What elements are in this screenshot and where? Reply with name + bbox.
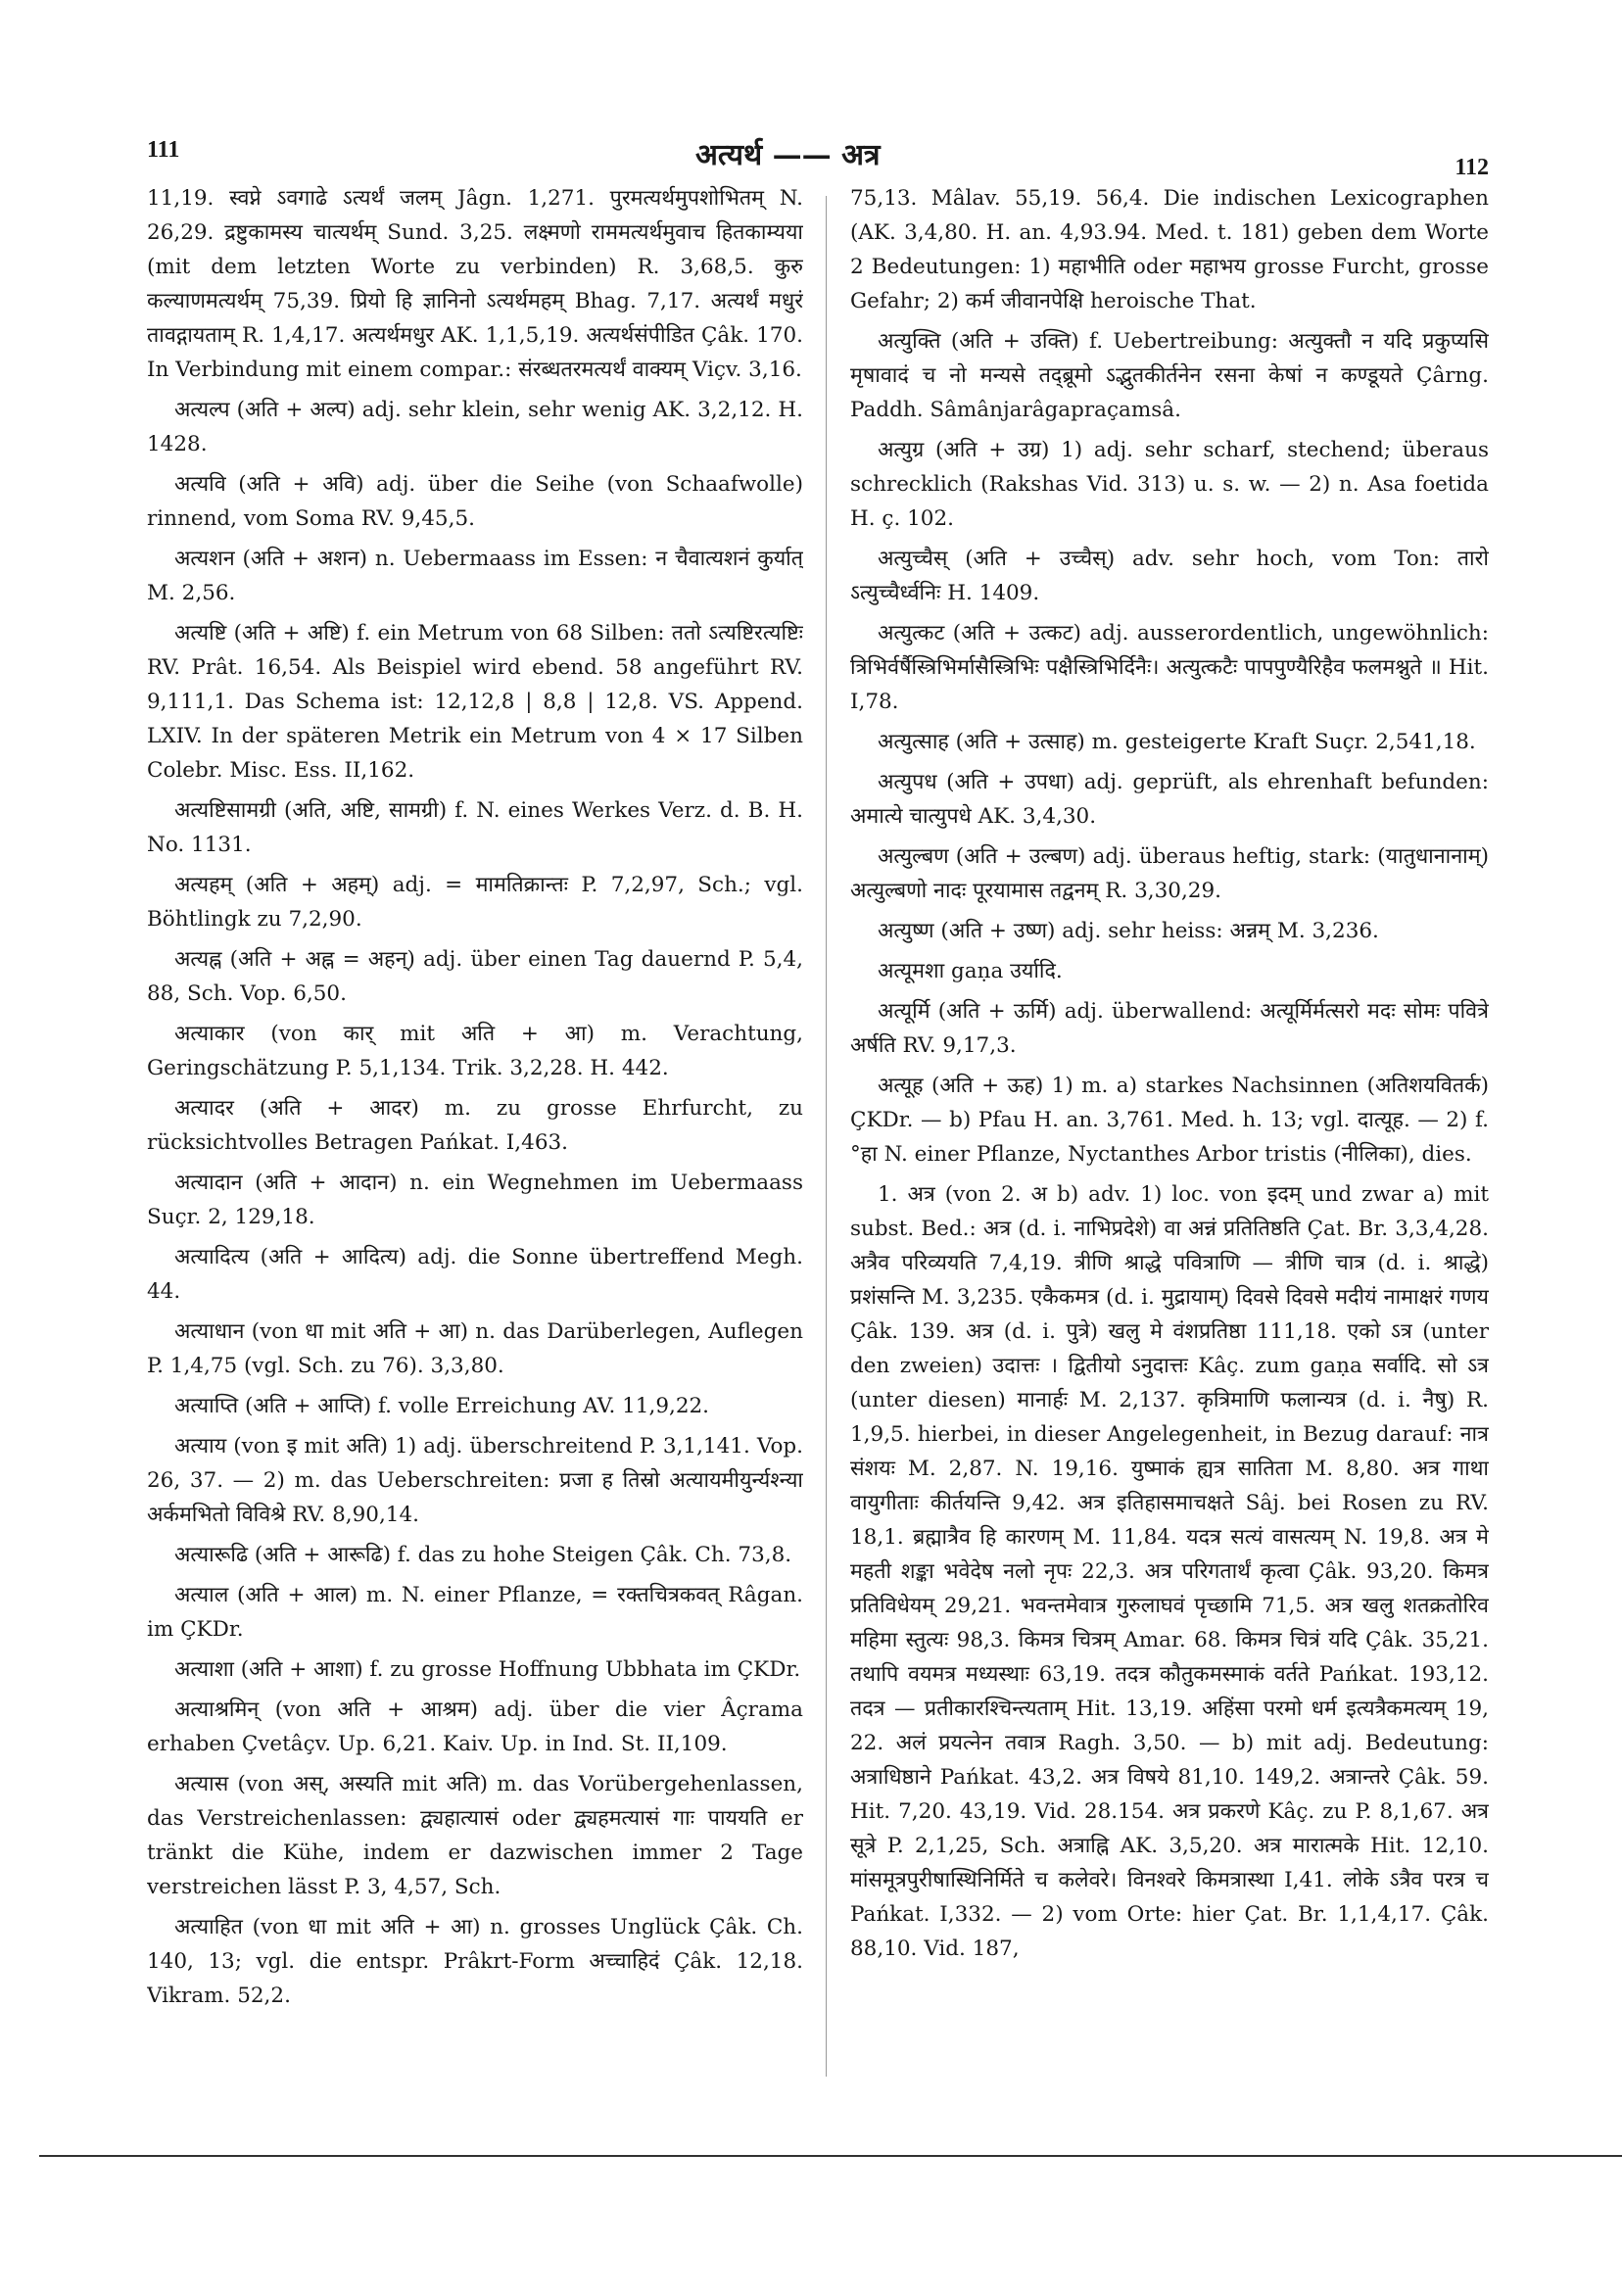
dictionary-entry: अत्यादान (अति + आदान) n. ein Wegnehmen im Uebermaass Suçr. 2, 129,18. [147,1171,803,1229]
dictionary-entry: अत्युष्ण (अति + उष्ण) adj. sehr heiss: अन्नम् M. 3,236. [878,919,1379,943]
dictionary-entry: अत्युपध (अति + उपधा) adj. geprüft, als ehrenhaft befunden: अमात्ये चात्युपधे AK. 3,4,30. [850,770,1489,829]
dictionary-entry: अत्याप्ति (अति + आप्ति) f. volle Erreichung AV. 11,9,22. [174,1394,710,1418]
dictionary-entry: अत्युल्बण (अति + उल्बण) adj. überaus heftig, stark: (यातुधानानाम्) अत्युल्बणो नादः पूरयामास तद्वनम् R. 3,30,29. [850,844,1489,903]
column-divider [826,196,827,2077]
dictionary-entry: अत्यष्टि (अति + अष्टि) f. ein Metrum von 68 Silben: ततो ऽत्यष्टिरत्यष्टिः RV. Prât. 16,54. Als Beispiel wird ebend. 58 angeführt RV. 9,111,1. Das Schema ist: 12,12,8 | 8,8 | 12,8. VS. Append. LXIV. In der späteren Metrik ein Metrum von 4 × 17 Silben Colebr. Misc. Ess. II,162. [147,621,803,783]
dictionary-entry: अत्याहित (von धा mit अति + आ) n. grosses Unglück Çâk. Ch. 140, 13; vgl. die entspr. Prâkrt-Form अच्चाहिदं Çâk. 12,18. Vikram. 52,2. [147,1915,803,2008]
dictionary-entry: अत्युत्साह (अति + उत्साह) m. gesteigerte Kraft Suçr. 2,541,18. [878,730,1476,754]
dictionary-entry: अत्याकार (von कार् mit अति + आ) m. Verachtung, Geringschätzung P. 5,1,134. Trik. 3,2,28. H. 442. [147,1022,803,1080]
dictionary-entry: अत्युक्ति (अति + उक्ति) f. Uebertreibung: अत्युक्तौ न यदि प्रकुप्यसि मृषावादं च नो मन्यसे तद्ब्रूमो ऽद्भुतकीर्तनेन रसना केषां न कण्डूयते Çârng. Paddh. Sâmânjarâgapraçamsâ. [850,329,1489,422]
dictionary-entry: अत्याधान (von धा mit अति + आ) n. das Darüberlegen, Auflegen P. 1,4,75 (vgl. Sch. zu 76). 3,3,80. [147,1319,803,1378]
right-column [850,181,1489,2101]
dictionary-entry: अत्यूर्मि (अति + ऊर्मि) adj. überwallend: अत्यूर्मिर्मत्सरो मदः सोमः पवित्रे अर्षति RV. 9,17,3. [850,999,1489,1058]
running-head: अत्यर्थ —— अत्र [695,138,881,172]
dictionary-entry: अत्यष्टिसामग्री (अति, अष्टि, सामग्री) f. N. eines Werkes Verz. d. B. H. No. 1131. [147,798,803,857]
dictionary-entry: अत्याय (von इ mit अति) 1) adj. überschreitend P. 3,1,141. Vop. 26, 37. — 2) m. das Ueberschreiten: प्रजा ह तिस्रो अत्यायमीयुर्न्यश्न्या अर्कमभितो विविश्रे RV. 8,90,14. [147,1434,803,1527]
dictionary-entry: अत्यशन (अति + अशन) n. Uebermaass im Essen: न चैवात्यशनं कुर्यात् M. 2,56. [147,547,803,605]
page-number-right: 112 [1455,155,1489,180]
dictionary-entry: 75,13. Mâlav. 55,19. 56,4. Die indischen Lexicographen (AK. 3,4,80. H. an. 4,93.94. Med. t. 181) geben dem Worte 2 Bedeutungen: 1) महाभीति oder महाभय grosse Furcht, grosse Gefahr; 2) कर्म जीवानपेक्षि heroische That. [850,186,1489,313]
dictionary-entry: अत्याशा (अति + आशा) f. zu grosse Hoffnung Ubbhata im ÇKDr. [174,1657,801,1682]
dictionary-entry: अत्यल्प (अति + अल्प) adj. sehr klein, sehr wenig AK. 3,2,12. H. 1428. [147,398,803,456]
dictionary-entry: अत्याल (अति + आल) m. N. einer Pflanze, = रक्तचित्रकवत् Râgan. im ÇKDr. [147,1583,803,1642]
dictionary-entry: अत्यूह (अति + ऊह) 1) m. a) starkes Nachsinnen (अतिशयवितर्क) ÇKDr. — b) Pfau H. an. 3,761. Med. h. 13; vgl. दात्यूह. — 2) f. °हा N. einer Pflanze, Nyctanthes Arbor tristis (नीलिका), dies. [850,1074,1489,1167]
dictionary-entry: अत्युच्चैस् (अति + उच्चैस्) adv. sehr hoch, vom Ton: तारो ऽत्युच्चैर्ध्वनिः H. 1409. [850,547,1489,605]
dictionary-entry: अत्यवि (अति + अवि) adj. über die Seihe (von Schaafwolle) rinnend, vom Soma RV. 9,45,5. [147,472,803,531]
dictionary-entry: अत्यारूढि (अति + आरूढि) f. das zu hohe Steigen Çâk. Ch. 73,8. [174,1543,792,1567]
dictionary-entry: अत्यास (von अस्, अस्यति mit अति) m. das Vorübergehenlassen, das Verstreichenlassen: द्व्यहात्यासं oder द्व्यहमत्यासं गाः पाययति er tränkt die Kühe, indem er dazwischen immer 2 Tage verstreichen lässt P. 3, 4,57, Sch. [147,1772,803,1899]
page-header [147,127,1489,180]
dictionary-entry: अत्युत्कट (अति + उत्कट) adj. ausserordentlich, ungewöhnlich: त्रिभिर्वर्षैस्त्रिभिर्मासैस्त्रिभिः पक्षैस्त्रिभिर्दिनैः। अत्युत्कटैः पापपुण्यैरिहैव फलमश्नुते ॥ Hit. I,78. [850,621,1489,714]
dictionary-entry: अत्यूमशा gaṇa उर्यादि. [878,959,1063,983]
dictionary-entry: अत्यहम् (अति + अहम्) adj. = मामतिक्रान्तः P. 7,2,97, Sch.; vgl. Böhtlingk zu 7,2,90. [147,873,803,932]
dictionary-entry: अत्युग्र (अति + उग्र) 1) adj. sehr scharf, stechend; überaus schrecklich (Rakshas Vid. 313) u. s. w. — 2) n. Asa foetida H. ç. 102. [850,438,1489,531]
left-column [147,181,803,2101]
dictionary-entry: 11,19. स्वप्ने ऽवगाढे ऽत्यर्थं जलम् Jâgn. 1,271. पुरमत्यर्थमुपशोभितम् N. 26,29. द्रष्टुकामस्य चात्यर्थम् Sund. 3,25. लक्ष्मणो राममत्यर्थमुवाच हितकाम्यया (mit dem letzten Worte zu verbinden) R. 3,68,5. कुरु कल्याणमत्यर्थम् 75,39. प्रियो हि ज्ञानिनो ऽत्यर्थमहम् Bhag. 7,17. अत्यर्थं मधुरं तावद्गायताम् R. 1,4,17. अत्यर्थमधुर AK. 1,1,5,19. अत्यर्थसंपीडित Çâk. 170. In Verbindung mit einem compar.: संरब्धतरमत्यर्थं वाक्यम् Viçv. 3,16. [147,186,803,382]
dictionary-entry: अत्यादित्य (अति + आदित्य) adj. die Sonne übertreffend Megh. 44. [147,1245,803,1304]
dictionary-entry: अत्यह्न (अति + अह्न = अहन्) adj. über einen Tag dauernd P. 5,4, 88, Sch. Vop. 6,50. [147,947,803,1006]
dictionary-entry: अत्याश्रमिन् (von अति + आश्रम) adj. über die vier Âçrama erhaben Çvetâçv. Up. 6,21. Kaiv. Up. in Ind. St. II,109. [147,1698,803,1756]
page-number-left: 111 [147,137,180,163]
dictionary-entry: अत्यादर (अति + आदर) m. zu grosse Ehrfurcht, zu rücksichtvolles Betragen Pańkat. I,463. [147,1096,803,1155]
dictionary-entry: 1. अत्र (von 2. अ b) adv. 1) loc. von इदम् und zwar a) mit subst. Bed.: अत्र (d. i. नाभिप्रदेशे) वा अन्नं प्रतितिष्ठति Çat. Br. 3,3,4,28. अत्रैव परिव्ययति 7,4,19. त्रीणि श्राद्धे पवित्राणि — त्रीणि चात्र (d. i. श्राद्धे) प्रशंसन्ति M. 3,235. एकैकमत्र (d. i. मुद्रायाम्) दिवसे दिवसे मदीयं नामाक्षरं गणय Çâk. 139. अत्र (d. i. पुत्रे) खलु मे वंशप्रतिष्ठा 111,18. एको ऽत्र (unter den zweien) उदात्तः । द्वितीयो ऽनुदात्तः Kâç. zum gaṇa सर्वादि. सो ऽत्र (unter diesen) मानार्हः M. 2,137. कृत्रिमाणि फलान्यत्र (d. i. नैषु) R. 1,9,5. hierbei, in dieser Angelegenheit, in Bezug darauf: नात्र संशयः M. 2,87. N. 19,16. युष्माकं ह्यत्र सातिता M. 8,80. अत्र गाथा वायुगीताः कीर्तयन्ति 9,42. अत्र इतिहासमाचक्षते Sâj. bei Rosen zu RV. 18,1. ब्रह्मात्रैव हि कारणम् M. 11,84. यदत्र सत्यं वासत्यम् N. 19,8. अत्र मे महती शङ्का भवेदेष नलो नृपः 22,3. अत्र परिगतार्थं कृत्वा Çâk. 93,20. किमत्र प्रतिविधेयम् 29,21. भवन्तमेवात्र गुरुलाघवं पृच्छामि 71,5. अत्र खलु शतक्रतोरिव महिमा स्तुत्यः 98,3. किमत्र चित्रम् Amar. 68. किमत्र चित्रं यदि Çâk. 35,21. तथापि वयमत्र मध्यस्थाः 63,19. तदत्र कौतुकमस्माकं वर्तते Pańkat. 193,12. तदत्र — प्रतीकारश्चिन्त्यताम् Hit. 13,19. अहिंसा परमो धर्म इत्यत्रैकमत्यम् 19, 22. अलं प्रयत्नेन तवात्र Ragh. 3,50. — b) mit adj. Bedeutung: अत्राधिष्ठाने Pańkat. 43,2. अत्र विषये 81,10. 149,2. अत्रान्तरे Çâk. 59. Hit. 7,20. 43,19. Vid. 28.154. अत्र प्रकरणे Kâç. zu P. 8,1,67. अत्र सूत्रे P. 2,1,25, Sch. अत्राह्नि AK. 3,5,20. अत्र मारात्मके Hit. 12,10. मांसमूत्रपुरीषास्थिनिर्मिते च कलेवरे। विनश्वरे किमत्रास्था I,41. लोके ऽत्रैव परत्र च Pańkat. I,332. — 2) vom Orte: hier Çat. Br. 1,1,4,17. Çâk. 88,10. Vid. 187, [850,1182,1489,1961]
bottom-rule [39,2155,1622,2157]
